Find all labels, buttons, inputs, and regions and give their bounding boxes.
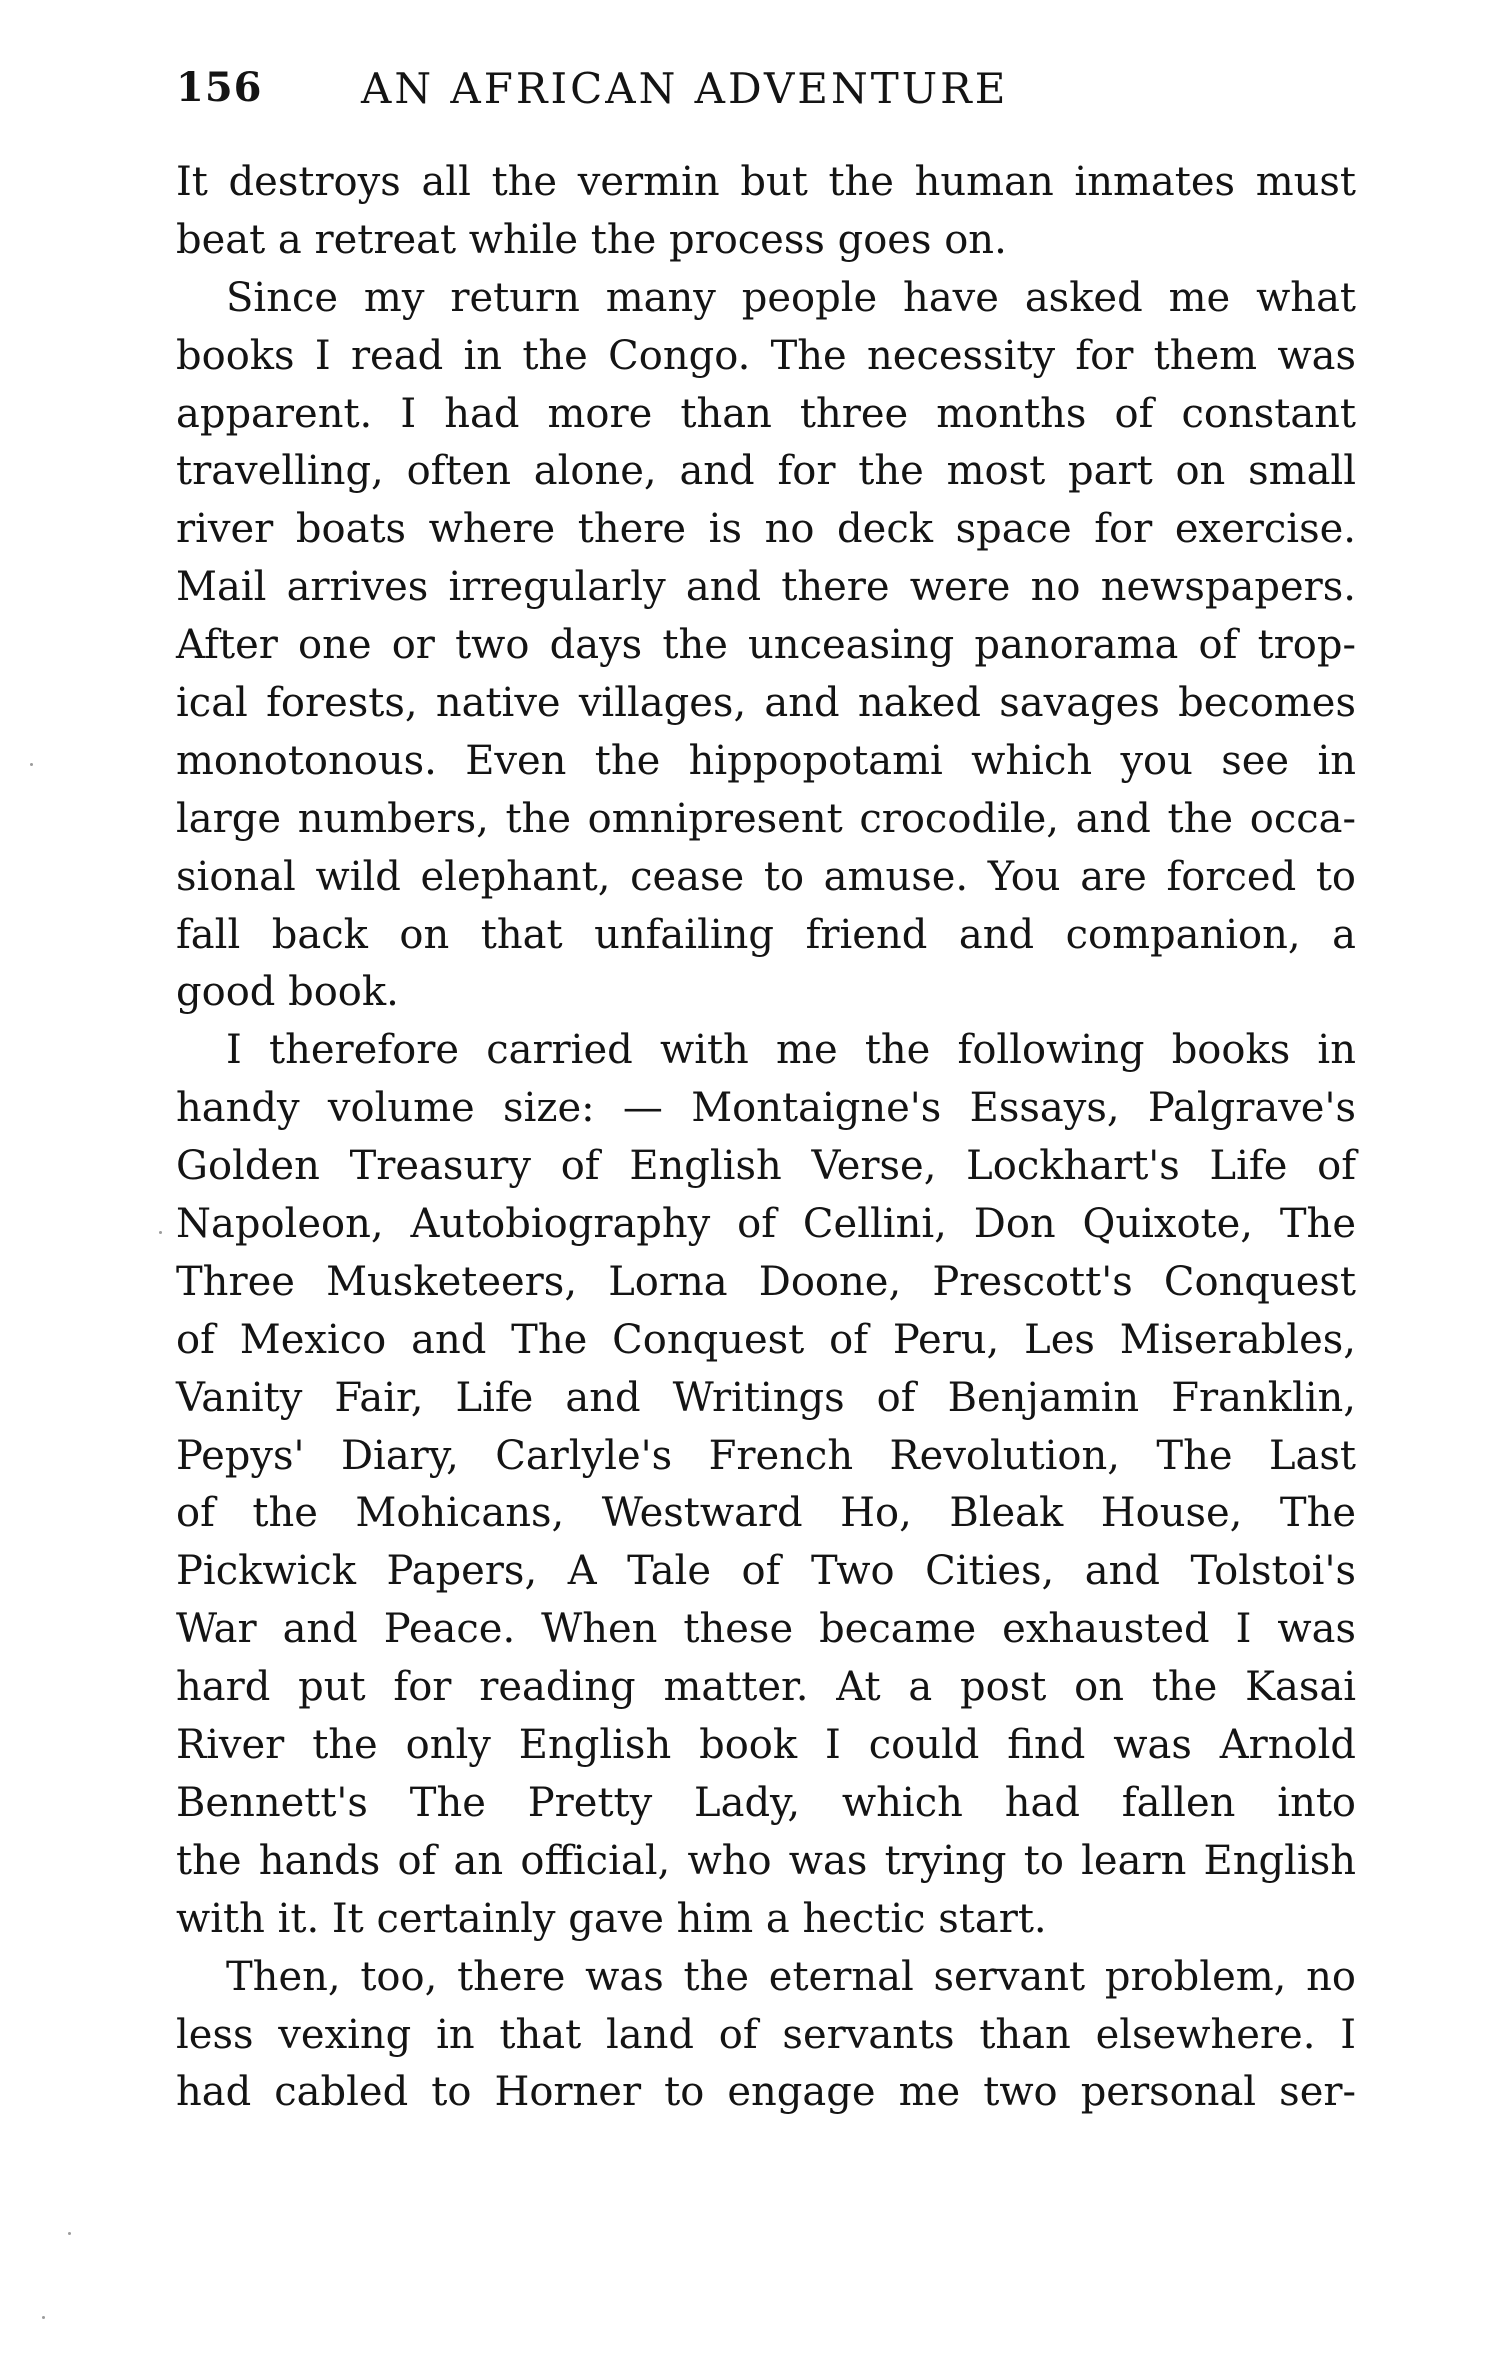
text-line: I therefore carried with me the following books in xyxy=(226,1027,1356,1074)
text-line: Bennett's The Pretty Lady, which had fallen into xyxy=(176,1779,1356,1826)
text-line: River the only English book I could find was Arnold xyxy=(176,1722,1356,1769)
text-line: Napoleon, Autobiography of Cellini, Don Quixote, The xyxy=(176,1201,1356,1248)
text-line: Then, too, there was the eternal servant problem, no xyxy=(226,1953,1356,2000)
text-line: fall back on that unfailing friend and companion, a xyxy=(176,911,1356,958)
text-line: of the Mohicans, Westward Ho, Bleak House, The xyxy=(176,1490,1356,1537)
text-line: ical forests, native villages, and naked savages becomes xyxy=(176,680,1356,727)
scan-speck xyxy=(159,1231,162,1234)
text-line: sional wild elephant, cease to amuse. You are forced to xyxy=(176,853,1356,900)
text-line: books I read in the Congo. The necessity for them was xyxy=(176,332,1356,379)
text-line: large numbers, the omnipresent crocodile, and the occa- xyxy=(176,795,1356,842)
text-line: monotonous. Even the hippopotami which you see in xyxy=(176,737,1356,784)
running-title: AN AFRICAN ADVENTURE xyxy=(361,64,1009,113)
text-line: Pepys' Diary, Carlyle's French Revolution, The Last xyxy=(176,1432,1356,1479)
text-line: river boats where there is no deck space for exercise. xyxy=(176,506,1356,553)
text-line: It destroys all the vermin but the human inmates must xyxy=(176,159,1356,205)
text-line: Since my return many people have asked me what xyxy=(226,274,1356,321)
text-line: Pickwick Papers, A Tale of Two Cities, and Tolstoi's xyxy=(176,1548,1356,1595)
text-line: the hands of an official, who was trying to learn English xyxy=(176,1837,1356,1884)
text-line: handy volume size: — Montaigne's Essays, Palgrave's xyxy=(176,1085,1356,1132)
text-line: less vexing in that land of servants than elsewhere. I xyxy=(176,2011,1356,2058)
text-line: apparent. I had more than three months of constant xyxy=(176,390,1356,437)
body-text xyxy=(176,154,1356,2122)
text-line: hard put for reading matter. At a post on the Kasai xyxy=(176,1664,1356,1711)
text-line: beat a retreat while the process goes on. xyxy=(176,216,1007,263)
text-line: with it. It certainly gave him a hectic start. xyxy=(176,1895,1047,1942)
text-line: Golden Treasury of English Verse, Lockhart's Life of xyxy=(176,1143,1356,1190)
text-line: had cabled to Horner to engage me two personal ser- xyxy=(176,2069,1356,2116)
text-line: War and Peace. When these became exhausted I was xyxy=(176,1606,1356,1653)
text-line: of Mexico and The Conquest of Peru, Les Miserables, xyxy=(176,1316,1356,1363)
text-line: Mail arrives irregularly and there were no newspapers. xyxy=(176,564,1356,611)
text-line: After one or two days the unceasing panorama of trop- xyxy=(176,622,1356,669)
page-number: 156 xyxy=(176,64,263,111)
text-line: Vanity Fair, Life and Writings of Benjamin Franklin, xyxy=(176,1374,1356,1421)
text-line: Three Musketeers, Lorna Doone, Prescott's Conquest xyxy=(176,1258,1356,1305)
scan-speck xyxy=(42,2316,45,2319)
page-header xyxy=(176,64,1356,134)
scan-speck xyxy=(30,763,33,766)
text-line: travelling, often alone, and for the most part on small xyxy=(176,448,1356,495)
scan-speck xyxy=(68,2232,71,2235)
text-line: good book. xyxy=(176,969,399,1016)
